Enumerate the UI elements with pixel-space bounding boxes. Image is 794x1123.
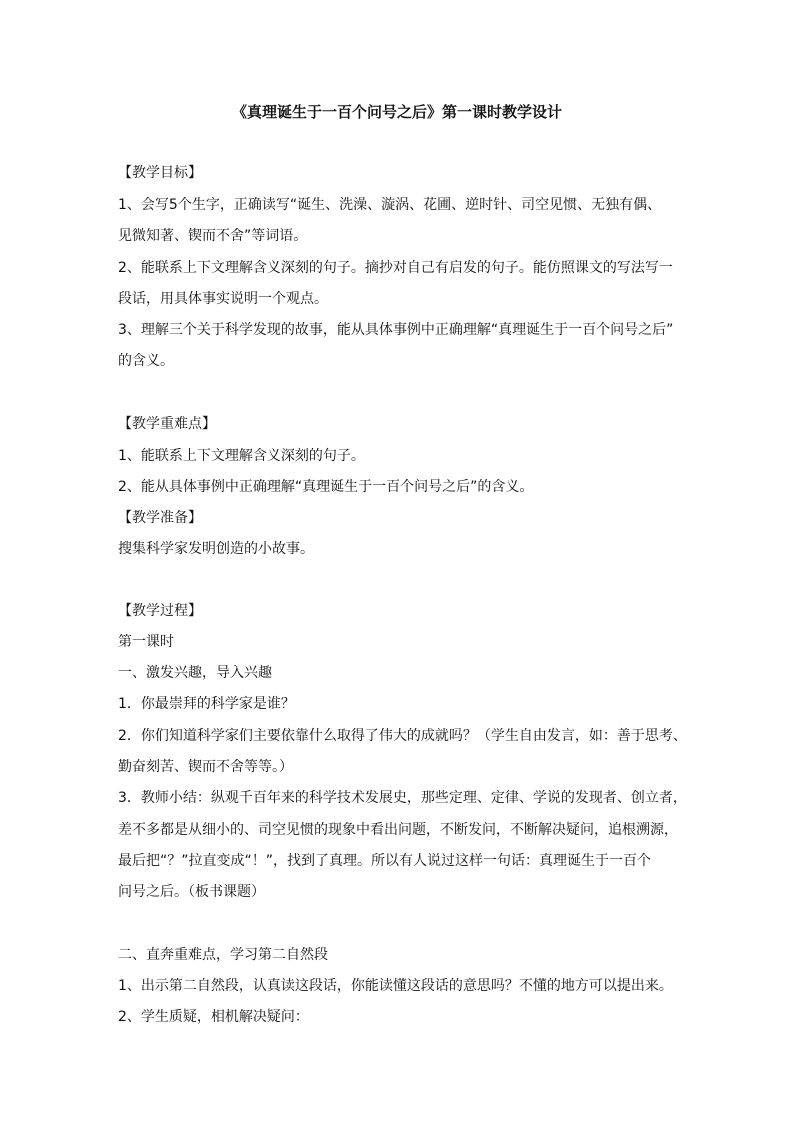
question-2-line-2: 勤奋刻苦、锲而不舍等等。） (118, 759, 293, 775)
question-2-line-1: 2．你们知道科学家们主要依靠什么取得了伟大的成就吗？（学生自由发言，如：善于思考、 (118, 728, 687, 744)
question-1: 1．你最崇拜的科学家是谁？ (118, 696, 295, 712)
document-title: 《真理诞生于一百个问号之后》第一课时教学设计 (231, 103, 562, 121)
key-point-2: 2、能从具体事例中正确理解“真理诞生于一百个问号之后”的含义。 (118, 479, 534, 495)
section-1-title: 一、激发兴趣，导入兴趣 (118, 665, 272, 681)
summary-line-2: 差不多都是从细小的、司空见惯的现象中看出问题，不断发问，不断解决疑问，追根溯源， (118, 822, 678, 838)
objectives-heading: 【教学目标】 (118, 165, 202, 181)
objective-1-line-1: 1、会写5个生字，正确读写“诞生、洗澡、漩涡、花圃、逆时针、司空见惯、无独有偶、 (118, 197, 662, 213)
summary-line-4: 问号之后。（板书课题） (118, 884, 265, 900)
key-point-1: 1、能联系上下文理解含义深刻的句子。 (118, 448, 365, 464)
objective-2-line-2: 段话，用具体事实说明一个观点。 (118, 291, 328, 307)
section-2-item-2: 2、学生质疑，相机解决疑问： (118, 1009, 309, 1025)
section-2-item-1: 1、出示第二自然段，认真读这段话，你能读懂这段话的意思吗？不懂的地方可以提出来。 (118, 978, 673, 994)
summary-line-1: 3．教师小结：纵观千百年来的科学技术发展史，那些定理、定律、学说的发现者、创立者， (118, 790, 687, 806)
section-2-title: 二、直奔重难点，学习第二自然段 (118, 947, 328, 963)
objective-3-line-1: 3、理解三个关于科学发现的故事，能从具体事例中正确理解“真理诞生于一百个问号之后” (118, 322, 674, 338)
process-heading: 【教学过程】 (118, 603, 202, 619)
preparation-text: 搜集科学家发明创造的小故事。 (118, 541, 314, 557)
summary-line-3: 最后把“？”拉直变成“！”，找到了真理。所以有人说过这样一句话：真理诞生于一百个 (118, 853, 652, 869)
objective-3-line-2: 的含义。 (118, 353, 174, 369)
lesson-label: 第一课时 (118, 634, 174, 650)
objective-2-line-1: 2、能联系上下文理解含义深刻的句子。摘抄对自己有启发的句子。能仿照课文的写法写一 (118, 260, 673, 276)
key-points-heading: 【教学重难点】 (118, 416, 216, 432)
objective-1-line-2: 见微知著、锲而不舍”等词语。 (118, 228, 308, 244)
preparation-heading: 【教学准备】 (118, 510, 202, 526)
